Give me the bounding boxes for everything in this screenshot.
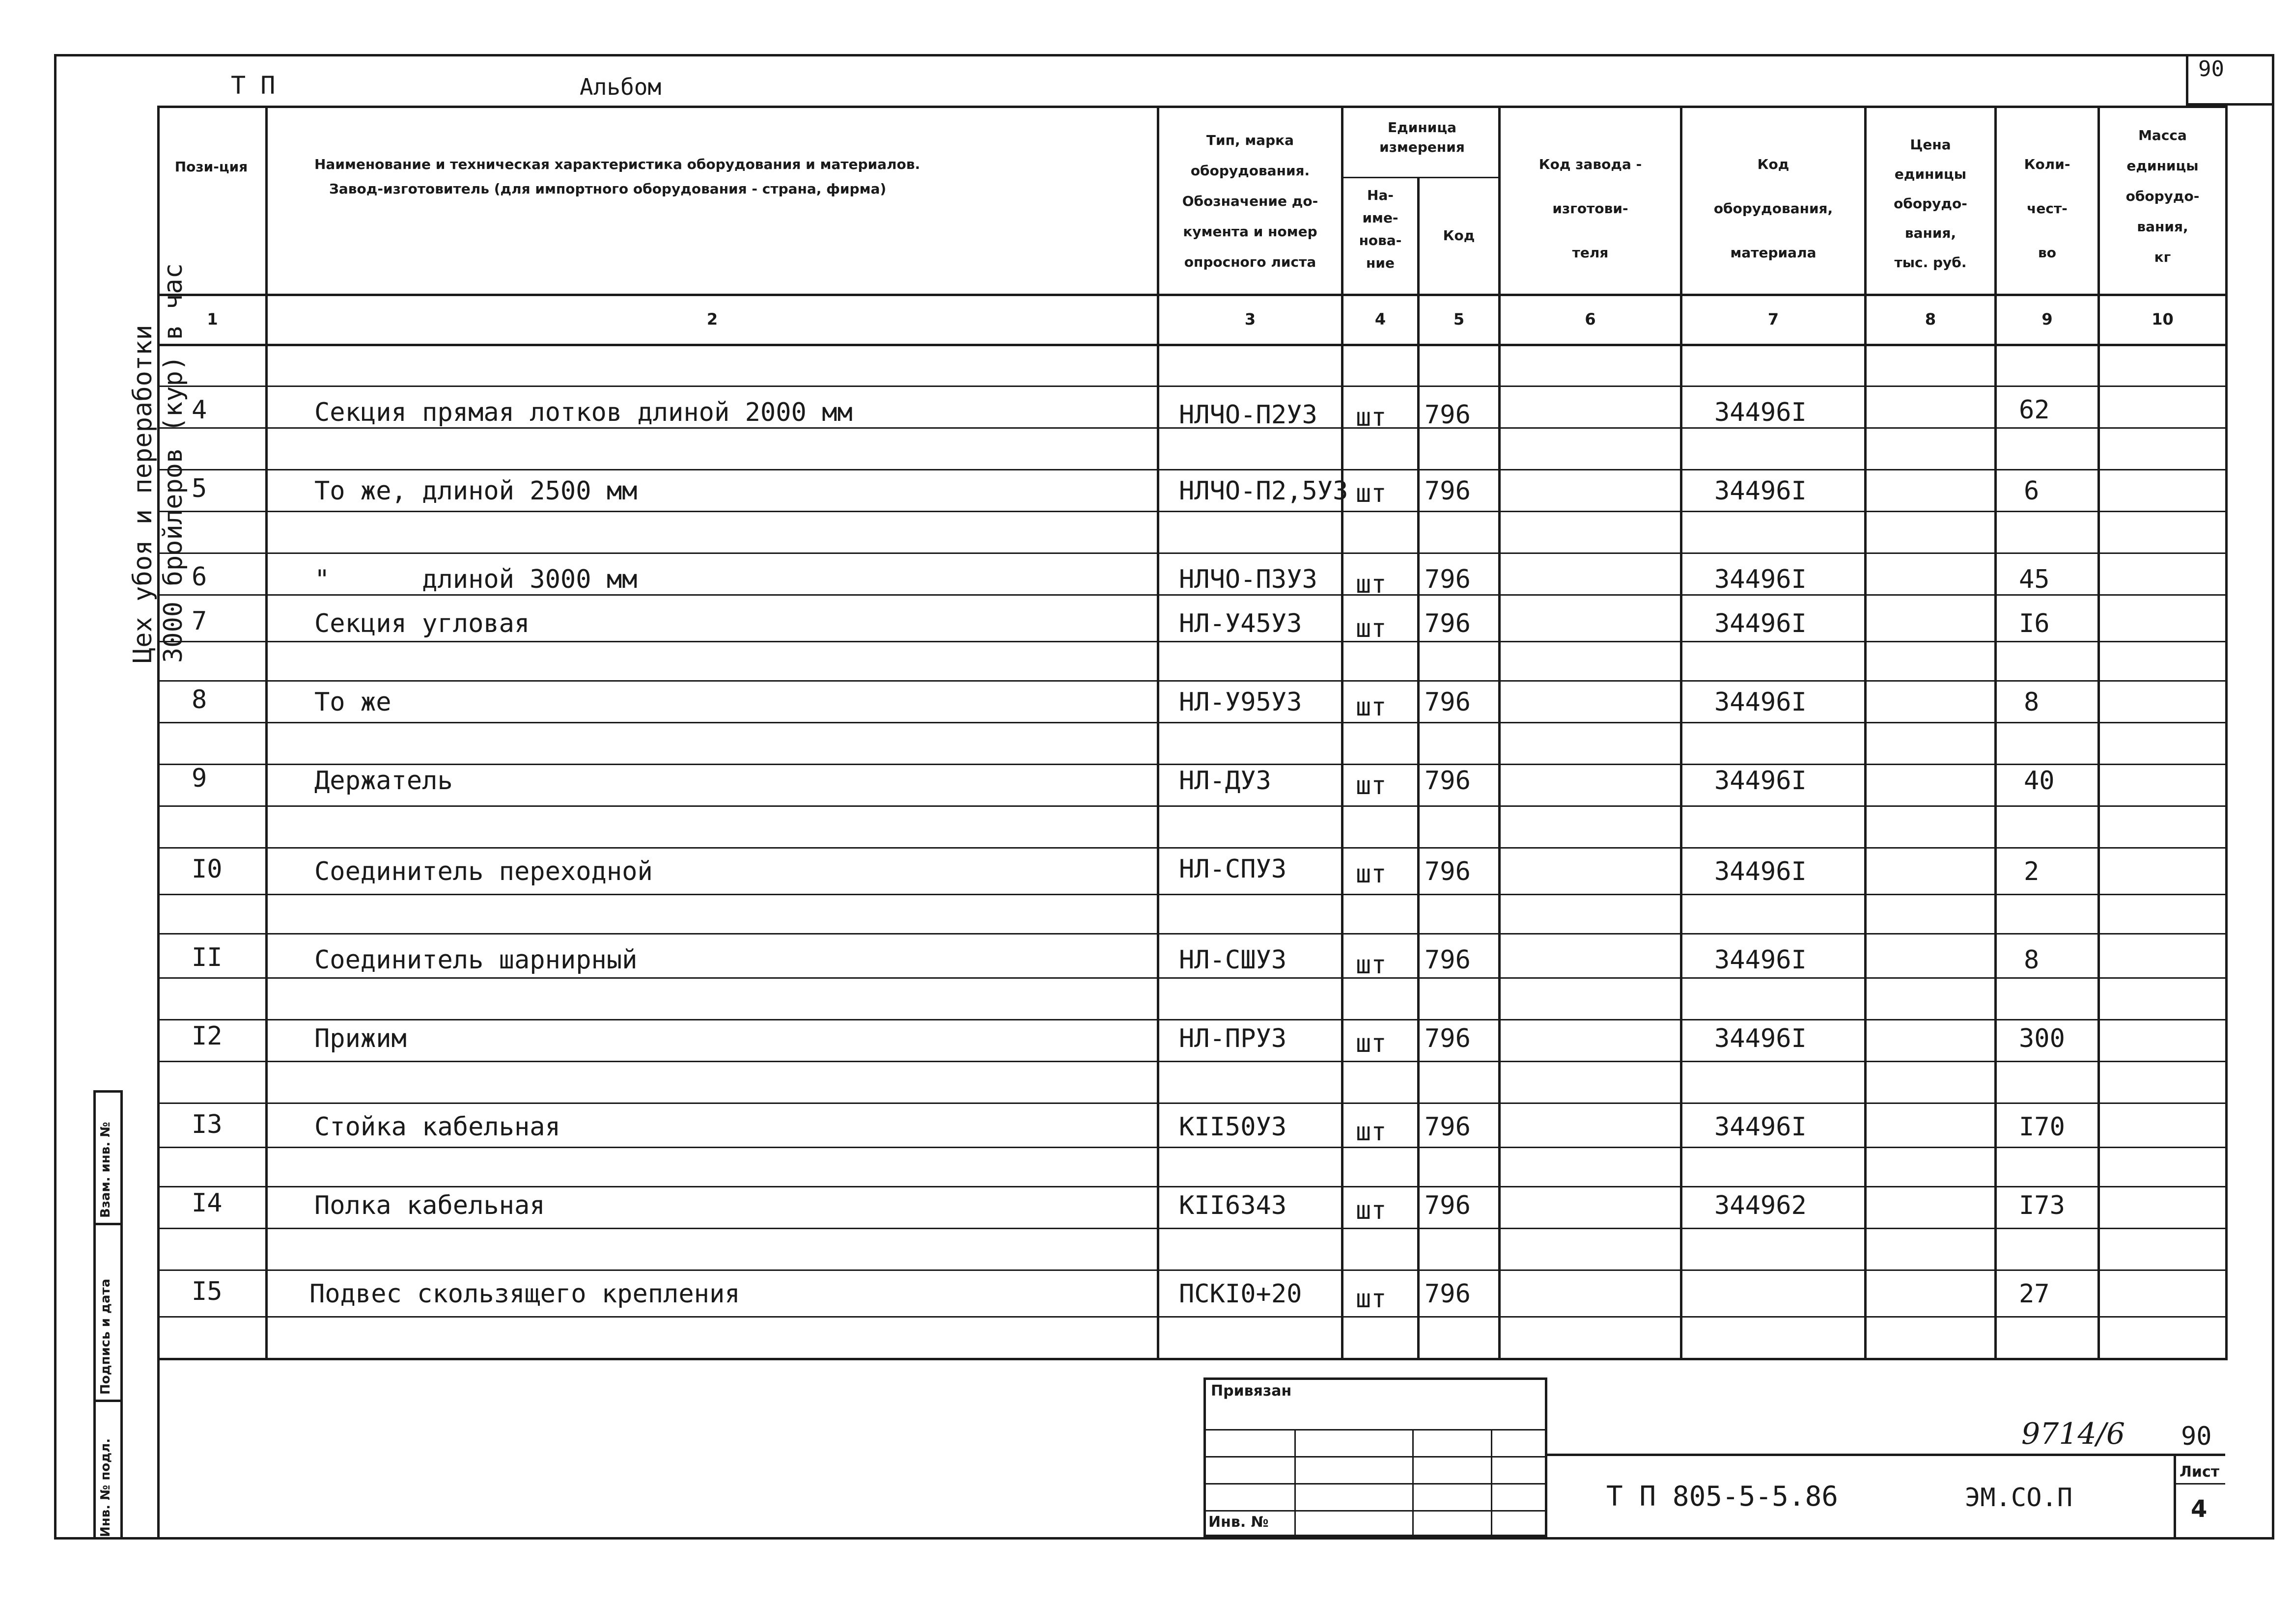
row-7-code: 796 xyxy=(1425,609,1471,638)
row-11-name: Соединитель шарнирный xyxy=(314,945,638,975)
rule xyxy=(157,641,2228,642)
stamp-strip-left xyxy=(93,1090,96,1540)
header-factory-1: Код завода - xyxy=(1538,156,1642,172)
row-12-code: 796 xyxy=(1425,1024,1471,1053)
col-sep-1 xyxy=(265,106,268,1358)
header-qty-1: Коли- xyxy=(2024,156,2070,172)
header-equip-2: оборудования, xyxy=(1713,200,1833,217)
header-price-4: вания, xyxy=(1904,225,1957,241)
header-mass-2: единицы xyxy=(2126,158,2199,174)
header-qty-2: чест- xyxy=(2027,200,2068,217)
colnum-5: 5 xyxy=(1453,310,1465,329)
doc-suffix: ЭМ.СО.П xyxy=(1965,1483,2073,1513)
colnum-4: 4 xyxy=(1374,310,1386,329)
row-15-type: ПСКI0+20 xyxy=(1179,1279,1302,1309)
row-11-equip: 34496I xyxy=(1714,945,1807,975)
row-10-pos: I0 xyxy=(192,854,223,884)
colnum-1: 1 xyxy=(207,310,218,329)
row-6-qty: 45 xyxy=(2019,565,2050,594)
row-12-equip: 34496I xyxy=(1714,1024,1807,1053)
header-qty xyxy=(1997,142,2097,275)
row-9-unit: шт xyxy=(1356,771,1387,800)
rule xyxy=(157,933,2228,935)
header-equip-code xyxy=(1682,142,1864,275)
header-type-line-1: Тип, марка xyxy=(1206,132,1294,148)
row-13-unit: шт xyxy=(1356,1117,1387,1147)
privyazan-rule-1 xyxy=(1203,1429,1547,1431)
privyazan-col-3 xyxy=(1491,1429,1492,1537)
row-6-pos: 6 xyxy=(192,562,207,592)
row-9-qty: 40 xyxy=(2024,766,2055,796)
rule xyxy=(157,764,2228,765)
colnum-7: 7 xyxy=(1767,310,1779,329)
row-7-qty: I6 xyxy=(2019,609,2050,638)
header-factory xyxy=(1501,142,1680,275)
row-8-code: 796 xyxy=(1425,688,1471,717)
row-15-name: Подвес скользящего крепления xyxy=(309,1279,740,1309)
row-14-code: 796 xyxy=(1425,1191,1471,1220)
rule xyxy=(157,594,2228,596)
row-7-type: НЛ-У45УЗ xyxy=(1179,609,1302,638)
stamp-divider-2 xyxy=(93,1223,120,1225)
header-price-5: тыс. руб. xyxy=(1894,254,1967,271)
col-sep-5 xyxy=(1498,106,1501,1358)
row-11-qty: 8 xyxy=(2024,945,2040,975)
privyazan-rule-4 xyxy=(1203,1510,1547,1512)
header-price xyxy=(1867,130,1994,277)
header-unit-name-3: нова- xyxy=(1359,232,1402,248)
header-unit-name-4: ние xyxy=(1366,255,1395,271)
rule xyxy=(157,1147,2228,1148)
row-13-type: КII50УЗ xyxy=(1179,1112,1287,1142)
row-5-qty: 6 xyxy=(2024,476,2040,506)
row-9-code: 796 xyxy=(1425,766,1471,796)
col-sep-4 xyxy=(1417,177,1420,1358)
row-8-equip: 34496I xyxy=(1714,688,1807,717)
rule xyxy=(157,1019,2228,1020)
header-name xyxy=(314,152,1149,201)
header-name-line-2: Завод-изготовитель (для импортного оборудования - страна, фирма) xyxy=(329,181,887,197)
rule xyxy=(157,805,2228,807)
sheet-number-top: 90 xyxy=(2181,1422,2212,1451)
rule xyxy=(157,847,2228,849)
row-14-pos: I4 xyxy=(192,1188,223,1218)
header-type-line-4: кумента и номер xyxy=(1183,223,1317,240)
privyazan-rule-3 xyxy=(1203,1483,1547,1485)
row-12-name: Прижим xyxy=(314,1024,407,1053)
rule xyxy=(157,894,2228,895)
row-7-equip: 34496I xyxy=(1714,609,1807,638)
header-mass xyxy=(2100,120,2225,273)
rule xyxy=(157,722,2228,723)
rule xyxy=(157,1316,2228,1318)
row-15-pos: I5 xyxy=(192,1277,223,1306)
row-13-qty: I70 xyxy=(2019,1112,2065,1142)
row-10-name: Соединитель переходной xyxy=(314,857,653,886)
colnum-10: 10 xyxy=(2152,310,2174,329)
row-11-unit: шт xyxy=(1356,950,1387,980)
row-14-equip: 344962 xyxy=(1714,1191,1807,1220)
colnum-6: 6 xyxy=(1585,310,1596,329)
row-5-name: То же, длиной 2500 мм xyxy=(314,476,638,506)
row-4-qty: 62 xyxy=(2019,395,2050,425)
col-sep-9 xyxy=(2097,106,2100,1358)
corner-sheet-number: 90 xyxy=(2198,56,2224,82)
handwritten-number: 9714/6 xyxy=(2021,1417,2125,1451)
rule xyxy=(157,385,2228,387)
table-top xyxy=(157,106,2228,108)
header-unit: Единица измерения xyxy=(1379,119,1465,155)
col-sep-6 xyxy=(1680,106,1682,1358)
row-4-code: 796 xyxy=(1425,400,1471,430)
stamp-vzam-inv: Взам. инв. № xyxy=(98,1122,113,1218)
rule xyxy=(157,469,2228,470)
row-6-unit: шт xyxy=(1356,570,1387,599)
row-10-unit: шт xyxy=(1356,859,1387,889)
row-6-type: НЛЧО-ПЗУЗ xyxy=(1179,565,1317,594)
list-number: 4 xyxy=(2191,1495,2208,1523)
stamp-divider-3 xyxy=(93,1400,120,1402)
row-14-qty: I73 xyxy=(2019,1191,2065,1220)
row-8-unit: шт xyxy=(1356,692,1387,722)
row-14-unit: шт xyxy=(1356,1196,1387,1225)
colnum-8: 8 xyxy=(1925,310,1936,329)
unit-header-split xyxy=(1341,177,1498,178)
row-5-equip: 34496I xyxy=(1714,476,1807,506)
privyazan-rule-2 xyxy=(1203,1456,1547,1458)
row-15-unit: шт xyxy=(1356,1284,1387,1314)
title-block-list-sep xyxy=(2174,1454,2176,1540)
row-7-unit: шт xyxy=(1356,614,1387,643)
header-unit-name-2: име- xyxy=(1362,210,1398,226)
row-9-name: Держатель xyxy=(314,766,453,796)
header-name-line-1: Наименование и техническая характеристика оборудования и материалов. xyxy=(314,156,921,172)
row-4-pos: 4 xyxy=(192,395,207,425)
inv-number-label: Инв. № xyxy=(1208,1514,1269,1531)
rule xyxy=(157,1228,2228,1229)
header-unit-name-1: На- xyxy=(1367,187,1394,203)
rule xyxy=(157,552,2228,554)
corner-box-left xyxy=(2186,54,2188,103)
row-9-pos: 9 xyxy=(192,764,207,793)
col-sep-3 xyxy=(1341,106,1343,1358)
header-unit-code: Код xyxy=(1443,227,1475,244)
side-title-line-2: 3000 бройлеров (кур) в час xyxy=(159,263,188,663)
row-4-equip: 34496I xyxy=(1714,398,1807,427)
header-type-line-5: опросного листа xyxy=(1184,254,1316,270)
privyazan-label: Привязан xyxy=(1211,1382,1292,1400)
header-mass-3: оборудо- xyxy=(2125,188,2200,204)
header-position: Пози-ция xyxy=(174,159,248,175)
rule xyxy=(157,511,2228,512)
row-14-type: КII6343 xyxy=(1179,1191,1287,1220)
row-9-type: НЛ-ДУЗ xyxy=(1179,766,1271,796)
top-tp: Т П xyxy=(231,71,276,100)
header-price-2: единицы xyxy=(1894,166,1967,182)
header-equip-1: Код xyxy=(1757,156,1789,172)
row-12-qty: 300 xyxy=(2019,1024,2065,1053)
table-body-bottom xyxy=(157,1358,2228,1360)
row-6-name: " длиной 3000 мм xyxy=(314,565,638,594)
row-7-name: Секция угловая xyxy=(314,609,530,638)
rule xyxy=(157,1061,2228,1062)
row-9-equip: 34496I xyxy=(1714,766,1807,796)
row-15-qty: 27 xyxy=(2019,1279,2050,1309)
privyazan-col-1 xyxy=(1294,1429,1296,1537)
stamp-inv-podl: Инв. № подл. xyxy=(98,1438,113,1537)
rule xyxy=(157,1269,2228,1271)
header-type-line-2: оборудования. xyxy=(1190,163,1310,179)
header-type-line-3: Обозначение до- xyxy=(1182,193,1318,209)
row-8-qty: 8 xyxy=(2024,688,2040,717)
row-12-pos: I2 xyxy=(192,1021,223,1051)
row-4-type: НЛЧО-П2УЗ xyxy=(1179,400,1317,430)
header-equip-3: материала xyxy=(1730,245,1817,261)
col-sep-7 xyxy=(1864,106,1867,1358)
row-11-type: НЛ-СШУЗ xyxy=(1179,945,1287,975)
header-qty-3: во xyxy=(2038,245,2056,261)
header-type xyxy=(1159,125,1341,277)
row-8-type: НЛ-У95УЗ xyxy=(1179,688,1302,717)
colnum-3: 3 xyxy=(1244,310,1256,329)
header-mass-4: вания, xyxy=(2137,219,2188,235)
row-14-name: Полка кабельная xyxy=(314,1191,545,1220)
rule xyxy=(157,1102,2228,1104)
col-sep-8 xyxy=(1994,106,1997,1358)
row-13-name: Стойка кабельная xyxy=(314,1112,560,1142)
row-4-name: Секция прямая лотков длиной 2000 мм xyxy=(314,398,853,427)
row-10-code: 796 xyxy=(1425,857,1471,886)
stamp-podpis-data: Подпись и дата xyxy=(98,1278,113,1395)
rule xyxy=(157,977,2228,979)
stamp-divider-1 xyxy=(93,1090,120,1093)
row-5-code: 796 xyxy=(1425,476,1471,506)
rule xyxy=(157,1186,2228,1187)
row-5-pos: 5 xyxy=(192,474,207,503)
privyazan-col-2 xyxy=(1412,1429,1414,1537)
header-unit-name xyxy=(1343,184,1417,275)
row-5-type: НЛЧО-П2,5УЗ xyxy=(1179,476,1348,506)
row-15-code: 796 xyxy=(1425,1279,1471,1309)
row-13-code: 796 xyxy=(1425,1112,1471,1142)
colnum-9: 9 xyxy=(2041,310,2053,329)
row-7-pos: 7 xyxy=(192,606,207,636)
stamp-strip-right xyxy=(120,1090,123,1540)
top-album: Альбом xyxy=(580,74,662,100)
header-mass-1: Масса xyxy=(2138,127,2187,143)
row-10-type: НЛ-СПУЗ xyxy=(1179,854,1287,884)
row-4-unit: шт xyxy=(1356,403,1387,432)
row-8-name: То же xyxy=(314,688,391,717)
header-price-3: оборудо- xyxy=(1894,195,1967,212)
colnum-bottom xyxy=(157,344,2228,346)
header-factory-2: изготови- xyxy=(1552,200,1628,217)
row-6-code: 796 xyxy=(1425,565,1471,594)
doc-code: Т П 805-5-5.86 xyxy=(1606,1481,1839,1513)
colnum-2: 2 xyxy=(706,310,718,329)
header-price-1: Цена xyxy=(1910,137,1951,153)
row-12-type: НЛ-ПРУЗ xyxy=(1179,1024,1287,1053)
row-13-pos: I3 xyxy=(192,1110,223,1139)
rule xyxy=(157,680,2228,682)
side-title-line-1: Цех убоя и переработки xyxy=(128,325,158,663)
row-12-unit: шт xyxy=(1356,1029,1387,1058)
row-13-equip: 34496I xyxy=(1714,1112,1807,1142)
header-mass-5: кг xyxy=(2154,249,2171,265)
row-10-equip: 34496I xyxy=(1714,857,1807,886)
title-block-list-rule xyxy=(2174,1483,2225,1485)
row-8-pos: 8 xyxy=(192,685,207,715)
title-block-top xyxy=(1545,1454,2225,1456)
list-label: Лист xyxy=(2180,1463,2220,1481)
row-11-pos: II xyxy=(192,943,223,972)
row-10-qty: 2 xyxy=(2024,857,2040,886)
row-11-code: 796 xyxy=(1425,945,1471,975)
col-sep-2 xyxy=(1157,106,1159,1358)
header-factory-3: теля xyxy=(1572,245,1609,261)
row-5-unit: шт xyxy=(1356,479,1387,508)
row-6-equip: 34496I xyxy=(1714,565,1807,594)
